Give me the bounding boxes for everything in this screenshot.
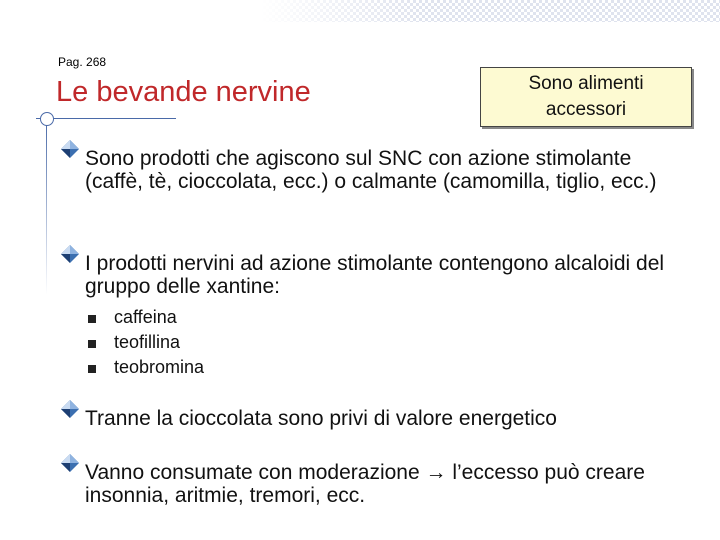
bullet-text: Sono prodotti che agiscono sul SNC con azione stimolante (caffè, tè, cioccolata, ecc.) o calmante (camomilla, tiglio, ecc.) <box>85 147 657 193</box>
callout-line-2: accessori <box>545 99 627 120</box>
slide-title: Le bevande nervine <box>56 76 311 108</box>
square-bullet-icon <box>88 315 96 323</box>
horizontal-accent-line <box>36 118 176 119</box>
square-bullet-icon <box>88 340 96 348</box>
bullet-item <box>62 407 557 430</box>
bullet-item <box>62 461 645 507</box>
sub-list-item <box>88 305 177 330</box>
diamond-bullet-icon <box>60 139 80 159</box>
sub-item-label: teobromina <box>114 357 205 377</box>
bullet-text: Vanno consumate con moderazione → l’eccesso può creare insonnia, aritmie, tremori, ecc. <box>85 461 645 507</box>
bullet-item <box>62 147 685 193</box>
bullet-text: Tranne la cioccolata sono privi di valore energetico <box>85 407 557 430</box>
bullet-text: I prodotti nervini ad azione stimolante contengono alcaloidi del gruppo delle xantine: <box>85 252 665 298</box>
sub-list-item <box>88 330 180 355</box>
page-reference: Pag. 268 <box>58 55 107 69</box>
sub-list-item <box>88 355 204 380</box>
diamond-bullet-icon <box>60 453 80 473</box>
corner-circle-decoration <box>40 112 54 126</box>
checker-decoration <box>260 0 720 22</box>
vertical-accent-line <box>46 120 47 295</box>
sub-item-label: teofillina <box>114 332 181 352</box>
bullet-item <box>62 252 685 298</box>
callout-line-1: Sono alimenti <box>528 73 644 94</box>
diamond-bullet-icon <box>60 399 80 419</box>
sub-item-label: caffeina <box>114 307 177 327</box>
callout-box <box>480 67 692 127</box>
diamond-bullet-icon <box>60 244 80 264</box>
square-bullet-icon <box>88 365 96 373</box>
